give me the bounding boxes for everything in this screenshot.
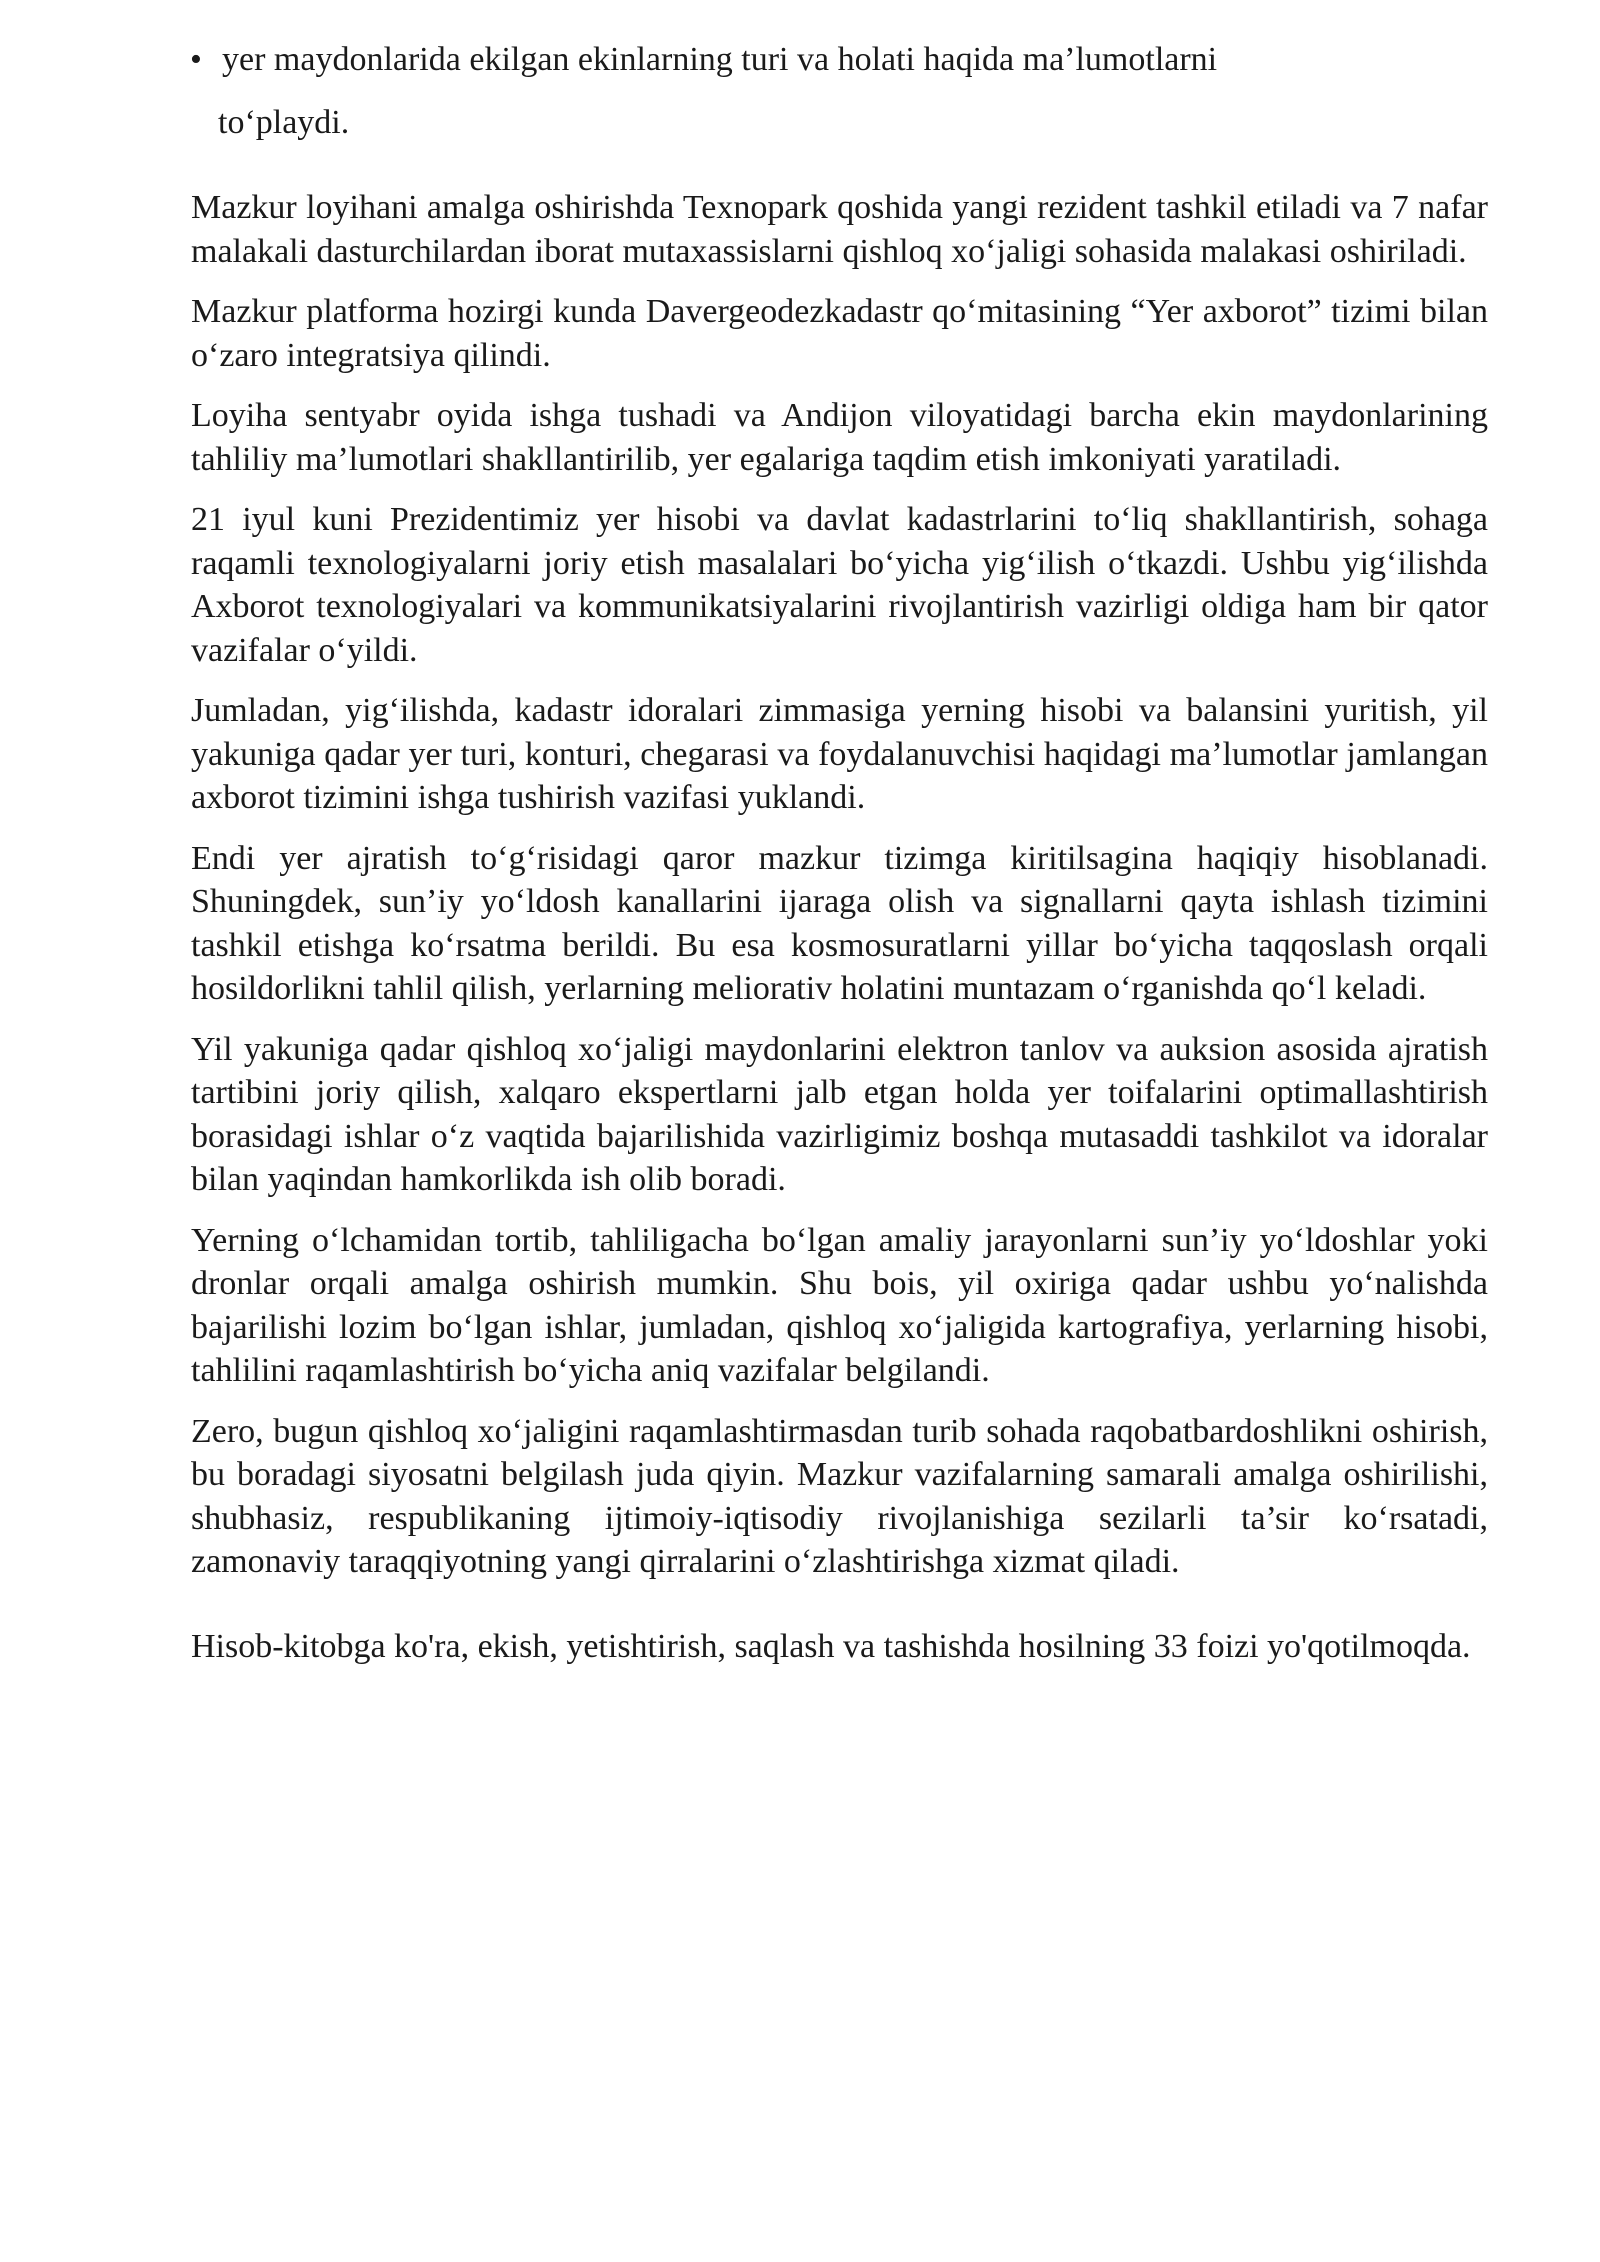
paragraph-3: Loyiha sentyabr oyida ishga tushadi va Andijon viloyatidagi barcha ekin maydonlarining tahliliy ma’lumotlari shakllantirilib, yer egalariga taqdim etish imkoniyati yaratiladi. [191,397,1488,478]
bullet-text-line2: to‘playdi. [218,103,350,141]
bullet-marker: • [190,41,202,78]
bullet-text-line1: yer maydonlarida ekilgan ekinlarning turi va holati haqida ma’lumotlarni [222,41,1218,78]
paragraph-2: Mazkur platforma hozirgi kunda Davergeodezkadastr qo‘mitasining “Yer axborot” tizimi bilan o‘zaro integratsiya qilindi. [191,293,1488,374]
paragraph-1: Mazkur loyihani amalga oshirishda Texnopark qoshida yangi rezident tashkil etiladi va 7 nafar malakali dasturchilardan iborat mutaxassislarni qishloq xo‘jaligi sohasida malakasi oshiriladi. [191,189,1488,270]
paragraph-8: Yerning o‘lchamidan tortib, tahliligacha bo‘lgan amaliy jarayonlarni sun’iy yo‘ldoshlar yoki dronlar orqali amalga oshirish mumkin. Shu bois, yil oxiriga qadar ushbu yo‘nalishda bajarilishi lozim bo‘lgan ishlar, jumladan, qishloq xo‘jaligida kartografiya, yerlarning hisobi, tahlilini raqamlashtirish bo‘yicha aniq vazifalar belgilandi. [191,1221,1488,1389]
paragraph-9: Zero, bugun qishloq xo‘jaligini raqamlashtirmasdan turib sohada raqobatbardoshlikni oshirish, bu boradagi siyosatni belgilash juda qiyin. Mazkur vazifalarning samarali amalga oshirilishi, shubhasiz, respublikaning ijtimoiy-iqtisodiy rivojlanishiga sezilarli ta’sir ko‘rsatadi, zamonaviy taraqqiyotning yangi qirralarini o‘zlashtirishga xizmat qiladi. [191,1412,1488,1580]
paragraph-7: Yil yakuniga qadar qishloq xo‘jaligi maydonlarini elektron tanlov va auksion asosida ajratish tartibini joriy qilish, xalqaro ekspertlarni jalb etgan holda yer toifalarini optimallashtirish borasidagi ishlar o‘z vaqtida bajarilishida vazirligimiz boshqa mutasaddi tashkilot va idoralar bilan yaqindan hamkorlikda ish olib boradi. [191,1030,1488,1198]
bullet-list-item [190,38,1510,144]
bullet-first-line [190,38,1510,82]
paragraph-4: 21 iyul kuni Prezidentimiz yer hisobi va davlat kadastrlarini to‘liq shakllantirish, sohaga raqamli texnologiyalarni joriy etish masalalari bo‘yicha yig‘ilish o‘tkazdi. Ushbu yig‘ilishda Axborot texnologiyalari va kommunikatsiyalarini rivojlantirish vazirligi oldiga ham bir qator vazifalar o‘yildi. [191,501,1488,669]
paragraph-5: Jumladan, yig‘ilishda, kadastr idoralari zimmasiga yerning hisobi va balansini yuritish, yil yakuniga qadar yer turi, konturi, chegarasi va foydalanuvchisi haqidagi ma’lumotlar jamlangan axborot tizimini ishga tushirish vazifasi yuklandi. [191,692,1488,816]
document-body [191,186,1488,1692]
paragraph-6: Endi yer ajratish to‘g‘risidagi qaror mazkur tizimga kiritilsagina haqiqiy hisoblanadi. Shuningdek, sun’iy yo‘ldosh kanallarini ijaraga olish va signallarni qayta ishlash tizimini tashkil etishga ko‘rsatma berildi. Bu esa kosmosuratlarni yillar bo‘yicha taqqoslash orqali hosildorlikni tahlil qilish, yerlarning meliorativ holatini muntazam o‘rganishda qo‘l keladi. [191,839,1488,1007]
paragraph-10: Hisob-kitobga ko'ra, ekish, yetishtirish, saqlash va tashishda hosilning 33 foizi yo'qotilmoqda. [191,1627,1471,1665]
